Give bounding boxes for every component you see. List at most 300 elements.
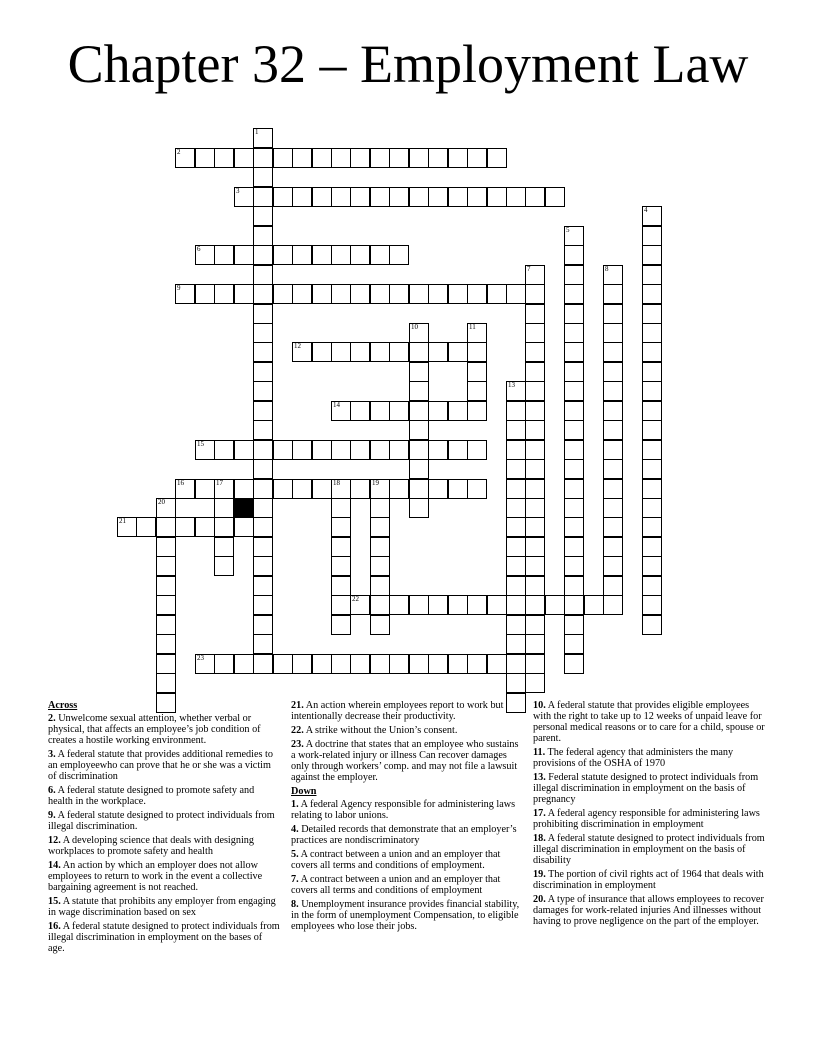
grid-cell[interactable]	[253, 654, 273, 674]
grid-cell[interactable]	[409, 187, 429, 207]
grid-cell[interactable]	[642, 479, 662, 499]
grid-cell[interactable]	[487, 654, 507, 674]
grid-cell[interactable]	[603, 323, 623, 343]
grid-cell[interactable]	[312, 654, 332, 674]
grid-cell[interactable]	[525, 187, 545, 207]
grid-cell[interactable]	[273, 654, 293, 674]
clue-number: 7	[527, 265, 531, 273]
grid-cell[interactable]	[564, 401, 584, 421]
grid-cell[interactable]	[409, 595, 429, 615]
clue-text: A doctrine that states that an employee who sustains a work-related injury or illness Can recover damages only through workers’ comp. and may not file a lawsuit against the employer.	[291, 739, 519, 783]
grid-cell[interactable]	[506, 615, 526, 635]
grid-cell[interactable]	[506, 634, 526, 654]
clue-number-label: 15.	[48, 896, 61, 907]
grid-cell[interactable]	[525, 420, 545, 440]
grid-cell[interactable]	[642, 226, 662, 246]
grid-cell[interactable]	[253, 537, 273, 557]
grid-cell[interactable]	[409, 362, 429, 382]
grid-cell[interactable]	[564, 342, 584, 362]
grid-cell[interactable]	[312, 284, 332, 304]
grid-cell[interactable]	[603, 517, 623, 537]
clue-item	[48, 896, 280, 918]
grid-cell[interactable]	[214, 245, 234, 265]
grid-cell[interactable]	[448, 284, 468, 304]
grid-cell[interactable]	[428, 342, 448, 362]
grid-cell[interactable]	[448, 479, 468, 499]
grid-cell[interactable]	[292, 654, 312, 674]
grid-cell[interactable]	[389, 401, 409, 421]
grid-cell[interactable]	[156, 654, 176, 674]
grid-cell[interactable]	[234, 148, 254, 168]
grid-cell[interactable]	[370, 148, 390, 168]
grid-cell[interactable]	[506, 517, 526, 537]
grid-cell[interactable]	[175, 517, 195, 537]
grid-cell[interactable]	[603, 342, 623, 362]
grid-cell[interactable]	[389, 595, 409, 615]
grid-cell[interactable]	[409, 654, 429, 674]
grid-cell[interactable]	[370, 498, 390, 518]
grid-cell[interactable]	[467, 401, 487, 421]
grid-cell[interactable]	[273, 284, 293, 304]
grid-cell[interactable]	[156, 576, 176, 596]
grid-cell[interactable]	[564, 615, 584, 635]
grid-cell[interactable]	[525, 595, 545, 615]
grid-cell[interactable]	[467, 362, 487, 382]
grid-cell[interactable]	[564, 440, 584, 460]
grid-cell[interactable]	[253, 323, 273, 343]
grid-cell[interactable]	[564, 537, 584, 557]
grid-cell[interactable]	[564, 654, 584, 674]
grid-cell[interactable]	[642, 362, 662, 382]
grid-cell[interactable]	[603, 381, 623, 401]
clue-text: A federal statute that provides eligible employees with the right to take up to 12 weeks of unpaid leave for personal medical reasons or to care for a child, spouse or parent.	[533, 700, 765, 744]
grid-cell[interactable]	[331, 187, 351, 207]
grid-cell[interactable]	[370, 595, 390, 615]
grid-cell[interactable]	[370, 440, 390, 460]
grid-cell[interactable]	[253, 517, 273, 537]
grid-cell[interactable]	[312, 245, 332, 265]
grid-cell[interactable]	[409, 284, 429, 304]
grid-cell[interactable]	[253, 148, 273, 168]
grid-cell[interactable]	[564, 459, 584, 479]
grid-cell[interactable]	[525, 304, 545, 324]
grid-cell[interactable]	[253, 420, 273, 440]
grid-cell[interactable]	[603, 440, 623, 460]
grid-cell[interactable]	[448, 654, 468, 674]
grid-cell[interactable]	[253, 265, 273, 285]
grid-cell[interactable]	[389, 284, 409, 304]
grid-cell[interactable]	[292, 245, 312, 265]
grid-cell[interactable]	[603, 537, 623, 557]
grid-cell[interactable]	[467, 187, 487, 207]
grid-cell[interactable]	[506, 479, 526, 499]
grid-cell[interactable]	[448, 440, 468, 460]
grid-cell[interactable]	[389, 245, 409, 265]
grid-cell[interactable]	[525, 537, 545, 557]
grid-cell[interactable]	[195, 284, 215, 304]
grid-cell[interactable]	[525, 615, 545, 635]
grid-cell[interactable]	[389, 479, 409, 499]
grid-cell[interactable]	[253, 381, 273, 401]
grid-cell[interactable]	[273, 187, 293, 207]
grid-cell[interactable]	[253, 284, 273, 304]
grid-cell[interactable]	[214, 498, 234, 518]
grid-cell[interactable]	[253, 401, 273, 421]
grid-cell[interactable]	[487, 187, 507, 207]
grid-cell[interactable]	[350, 148, 370, 168]
grid-cell[interactable]	[350, 187, 370, 207]
grid-cell[interactable]	[428, 284, 448, 304]
grid-cell[interactable]	[370, 342, 390, 362]
grid-cell[interactable]	[156, 634, 176, 654]
grid-cell[interactable]	[506, 187, 526, 207]
grid-cell[interactable]	[525, 654, 545, 674]
grid-cell[interactable]	[350, 654, 370, 674]
grid-cell[interactable]	[525, 440, 545, 460]
grid-cell[interactable]	[506, 537, 526, 557]
grid-cell[interactable]	[428, 479, 448, 499]
grid-cell[interactable]	[331, 517, 351, 537]
grid-cell[interactable]	[409, 498, 429, 518]
grid-cell[interactable]	[506, 401, 526, 421]
grid-cell[interactable]	[331, 537, 351, 557]
grid-cell[interactable]	[370, 517, 390, 537]
grid-cell[interactable]	[564, 517, 584, 537]
grid-cell[interactable]	[467, 381, 487, 401]
grid-cell[interactable]	[214, 654, 234, 674]
grid-cell[interactable]	[253, 226, 273, 246]
grid-cell[interactable]	[428, 654, 448, 674]
grid-cell[interactable]	[292, 187, 312, 207]
grid-cell[interactable]	[409, 148, 429, 168]
clue-text: A federal statute designed to protect individuals from illegal discrimination in employment on the basis of disability	[533, 833, 765, 866]
grid-cell[interactable]	[292, 148, 312, 168]
grid-cell[interactable]	[487, 595, 507, 615]
grid-cell[interactable]	[487, 148, 507, 168]
grid-cell[interactable]	[506, 498, 526, 518]
grid-cell[interactable]	[448, 595, 468, 615]
clue-number: 1	[255, 128, 259, 136]
grid-cell[interactable]	[214, 537, 234, 557]
grid-cell[interactable]	[428, 440, 448, 460]
grid-cell[interactable]	[525, 576, 545, 596]
grid-cell[interactable]	[331, 245, 351, 265]
grid-cell[interactable]	[564, 265, 584, 285]
grid-cell[interactable]	[564, 304, 584, 324]
clue-number-label: 16.	[48, 921, 61, 932]
grid-cell[interactable]	[642, 556, 662, 576]
grid-cell[interactable]	[603, 459, 623, 479]
grid-cell[interactable]	[642, 342, 662, 362]
grid-cell[interactable]	[603, 420, 623, 440]
grid-cell[interactable]	[564, 576, 584, 596]
grid-cell[interactable]	[428, 187, 448, 207]
grid-cell[interactable]	[409, 420, 429, 440]
grid-cell[interactable]	[642, 323, 662, 343]
grid-cell[interactable]	[292, 284, 312, 304]
grid-cell[interactable]	[525, 479, 545, 499]
grid-cell[interactable]	[603, 498, 623, 518]
grid-cell[interactable]	[253, 556, 273, 576]
grid-cell[interactable]	[448, 187, 468, 207]
grid-cell[interactable]	[136, 517, 156, 537]
grid-cell[interactable]	[370, 537, 390, 557]
grid-cell[interactable]	[642, 304, 662, 324]
grid-cell[interactable]	[545, 187, 565, 207]
grid-cell[interactable]	[642, 459, 662, 479]
grid-cell[interactable]	[525, 673, 545, 693]
grid-cell[interactable]	[467, 440, 487, 460]
grid-cell[interactable]	[312, 479, 332, 499]
grid-cell[interactable]	[506, 284, 526, 304]
grid-cell[interactable]	[525, 517, 545, 537]
grid-cell[interactable]	[253, 595, 273, 615]
grid-cell[interactable]	[253, 362, 273, 382]
grid-cell[interactable]	[234, 440, 254, 460]
grid-cell[interactable]	[467, 595, 487, 615]
grid-cell[interactable]	[642, 576, 662, 596]
grid-cell[interactable]	[370, 556, 390, 576]
grid-cell[interactable]	[370, 615, 390, 635]
grid-cell[interactable]	[525, 459, 545, 479]
grid-cell[interactable]	[253, 576, 273, 596]
grid-cell[interactable]	[389, 654, 409, 674]
grid-cell[interactable]	[564, 595, 584, 615]
grid-cell[interactable]	[156, 615, 176, 635]
clue-text: A federal statute designed to promote safety and health in the workplace.	[48, 785, 255, 807]
grid-cell[interactable]	[409, 440, 429, 460]
grid-cell[interactable]	[273, 479, 293, 499]
clue-item	[291, 874, 523, 896]
grid-cell[interactable]	[370, 654, 390, 674]
clue-item	[48, 921, 280, 954]
grid-cell[interactable]	[214, 440, 234, 460]
grid-cell[interactable]	[156, 517, 176, 537]
grid-cell[interactable]	[312, 187, 332, 207]
clue-number-label: 19.	[533, 869, 546, 880]
grid-cell[interactable]	[448, 401, 468, 421]
grid-cell[interactable]	[253, 167, 273, 187]
grid-cell[interactable]	[409, 459, 429, 479]
clue-number-label: 4.	[291, 824, 299, 835]
grid-cell[interactable]	[642, 284, 662, 304]
grid-cell[interactable]	[331, 342, 351, 362]
grid-cell[interactable]	[234, 245, 254, 265]
grid-cell[interactable]	[253, 304, 273, 324]
grid-cell[interactable]	[467, 654, 487, 674]
grid-cell[interactable]	[253, 440, 273, 460]
clue-number: 6	[197, 245, 201, 253]
clue-number-label: 9.	[48, 810, 56, 821]
grid-cell[interactable]	[370, 284, 390, 304]
grid-cell[interactable]	[370, 401, 390, 421]
grid-cell[interactable]	[350, 245, 370, 265]
grid-cell[interactable]	[545, 595, 565, 615]
grid-cell[interactable]	[156, 673, 176, 693]
grid-cell[interactable]	[253, 459, 273, 479]
grid-cell[interactable]	[467, 284, 487, 304]
grid-cell[interactable]	[642, 440, 662, 460]
grid-cell[interactable]	[506, 595, 526, 615]
grid-cell[interactable]	[409, 479, 429, 499]
grid-cell[interactable]	[331, 284, 351, 304]
grid-cell[interactable]	[234, 284, 254, 304]
grid-cell[interactable]	[564, 381, 584, 401]
grid-cell[interactable]	[603, 595, 623, 615]
grid-cell[interactable]	[234, 479, 254, 499]
grid-cell[interactable]	[214, 148, 234, 168]
grid-cell[interactable]	[156, 537, 176, 557]
grid-cell[interactable]	[214, 517, 234, 537]
grid-cell[interactable]	[603, 284, 623, 304]
grid-cell[interactable]	[331, 595, 351, 615]
grid-cell[interactable]	[525, 401, 545, 421]
grid-cell[interactable]	[409, 381, 429, 401]
grid-cell[interactable]	[564, 479, 584, 499]
grid-cell[interactable]	[564, 362, 584, 382]
grid-cell[interactable]	[467, 479, 487, 499]
grid-cell[interactable]	[642, 615, 662, 635]
grid-cell[interactable]	[312, 440, 332, 460]
grid-cell[interactable]	[370, 187, 390, 207]
grid-cell[interactable]	[525, 323, 545, 343]
grid-cell[interactable]	[253, 206, 273, 226]
grid-cell[interactable]	[409, 342, 429, 362]
grid-cell[interactable]	[564, 420, 584, 440]
grid-cell[interactable]	[253, 615, 273, 635]
grid-cell[interactable]	[564, 323, 584, 343]
grid-cell[interactable]	[409, 401, 429, 421]
grid-cell[interactable]	[350, 284, 370, 304]
grid-cell[interactable]	[564, 556, 584, 576]
grid-cell[interactable]	[253, 342, 273, 362]
grid-cell[interactable]	[234, 654, 254, 674]
grid-cell[interactable]	[603, 362, 623, 382]
grid-cell[interactable]	[389, 187, 409, 207]
grid-cell[interactable]	[525, 342, 545, 362]
clue-item	[291, 739, 523, 783]
grid-cell[interactable]	[370, 576, 390, 596]
grid-cell[interactable]	[331, 556, 351, 576]
grid-cell[interactable]	[525, 362, 545, 382]
grid-cell[interactable]	[156, 595, 176, 615]
grid-cell[interactable]	[428, 148, 448, 168]
grid-cell[interactable]	[642, 401, 662, 421]
grid-cell[interactable]	[253, 634, 273, 654]
grid-cell[interactable]	[389, 342, 409, 362]
grid-cell[interactable]	[467, 148, 487, 168]
grid-cell[interactable]	[564, 284, 584, 304]
grid-cell[interactable]	[331, 148, 351, 168]
grid-cell[interactable]	[506, 654, 526, 674]
grid-cell[interactable]	[350, 342, 370, 362]
grid-cell[interactable]	[564, 245, 584, 265]
grid-cell[interactable]	[195, 148, 215, 168]
down-heading: Down	[291, 786, 317, 797]
grid-cell[interactable]	[331, 440, 351, 460]
grid-cell[interactable]	[253, 498, 273, 518]
page-title: Chapter 32 – Employment Law	[67, 34, 749, 94]
grid-cell[interactable]	[642, 245, 662, 265]
grid-cell[interactable]	[642, 595, 662, 615]
grid-cell[interactable]	[312, 148, 332, 168]
grid-cell[interactable]	[448, 148, 468, 168]
grid-cell[interactable]	[603, 479, 623, 499]
grid-cell[interactable]	[350, 479, 370, 499]
clue-text: An action wherein employees report to work but intentionally decrease their productivity.	[291, 700, 504, 722]
grid-cell[interactable]	[253, 187, 273, 207]
grid-cell[interactable]	[525, 556, 545, 576]
grid-cell[interactable]	[525, 284, 545, 304]
grid-cell[interactable]	[370, 245, 390, 265]
grid-cell[interactable]	[467, 342, 487, 362]
grid-cell[interactable]	[331, 615, 351, 635]
grid-cell[interactable]	[253, 245, 273, 265]
grid-cell[interactable]	[195, 517, 215, 537]
grid-cell[interactable]	[195, 479, 215, 499]
grid-cell[interactable]	[525, 634, 545, 654]
grid-cell[interactable]	[506, 420, 526, 440]
grid-cell[interactable]	[564, 498, 584, 518]
grid-cell[interactable]	[428, 401, 448, 421]
grid-cell[interactable]	[389, 148, 409, 168]
clue-text: An action by which an employer does not allow employees to return to work in the event a collective bargaining agreement is not reached.	[48, 860, 263, 893]
grid-cell[interactable]	[525, 381, 545, 401]
grid-cell[interactable]	[584, 595, 604, 615]
grid-cell[interactable]	[234, 517, 254, 537]
grid-cell[interactable]	[506, 459, 526, 479]
grid-cell[interactable]	[350, 440, 370, 460]
grid-cell[interactable]	[312, 342, 332, 362]
grid-cell[interactable]	[331, 654, 351, 674]
grid-cell[interactable]	[273, 440, 293, 460]
grid-cell[interactable]	[642, 517, 662, 537]
grid-cell[interactable]	[603, 401, 623, 421]
grid-cell[interactable]	[253, 479, 273, 499]
grid-cell[interactable]	[389, 440, 409, 460]
grid-cell[interactable]	[292, 440, 312, 460]
grid-cell[interactable]	[506, 556, 526, 576]
grid-cell[interactable]	[506, 440, 526, 460]
grid-cell[interactable]	[428, 595, 448, 615]
grid-cell[interactable]	[214, 556, 234, 576]
grid-cell[interactable]	[273, 148, 293, 168]
grid-cell[interactable]	[603, 304, 623, 324]
grid-cell[interactable]	[487, 284, 507, 304]
grid-cell[interactable]	[156, 556, 176, 576]
grid-cell[interactable]	[292, 479, 312, 499]
grid-cell[interactable]	[448, 342, 468, 362]
grid-cell[interactable]	[642, 420, 662, 440]
grid-cell[interactable]	[214, 284, 234, 304]
grid-cell[interactable]	[273, 245, 293, 265]
grid-cell[interactable]	[350, 401, 370, 421]
grid-cell[interactable]	[642, 498, 662, 518]
clue-number: 21	[119, 517, 126, 525]
grid-cell[interactable]	[603, 576, 623, 596]
grid-cell[interactable]	[603, 556, 623, 576]
grid-cell[interactable]	[331, 498, 351, 518]
grid-cell[interactable]	[642, 381, 662, 401]
grid-cell[interactable]	[525, 498, 545, 518]
grid-cell[interactable]	[331, 576, 351, 596]
grid-cell[interactable]	[506, 673, 526, 693]
grid-cell[interactable]	[642, 537, 662, 557]
grid-cell[interactable]	[642, 265, 662, 285]
grid-cell[interactable]	[564, 634, 584, 654]
grid-cell[interactable]	[506, 576, 526, 596]
clue-number: 22	[352, 595, 359, 603]
